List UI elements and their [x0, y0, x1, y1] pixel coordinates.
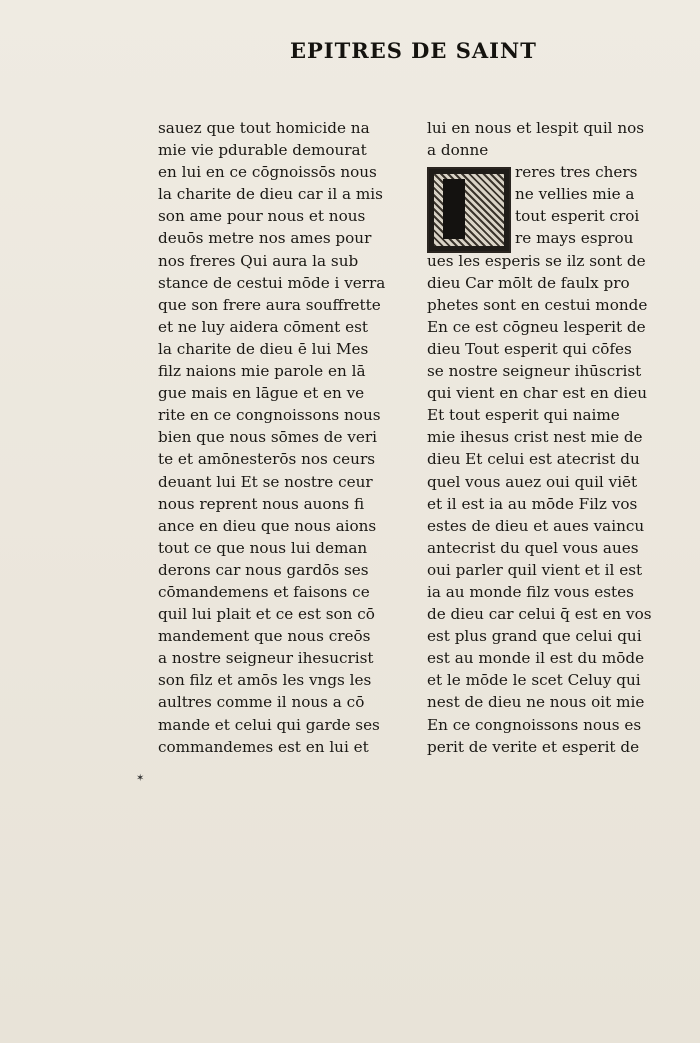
text-line: a donne: [427, 141, 489, 160]
text-line: ne vellies mie a: [515, 185, 635, 204]
text-line: ues les esperis se ilz sont de: [427, 251, 646, 270]
text-line: estes de dieu et aues vaincu: [427, 516, 645, 535]
text-line: la charite de dieu ē lui Mes: [158, 339, 369, 358]
text-line: son ame pour nous et nous: [158, 207, 366, 226]
text-line: aultres comme il nous a cō: [158, 693, 365, 712]
text-line: stance de cestui mōde i verra: [158, 273, 386, 292]
text-line: commandemes est en lui et: [158, 737, 369, 756]
right-text-column: [427, 117, 655, 758]
text-line: lui en nous et lespit quil nos: [427, 119, 645, 137]
text-line: que son frere aura souffrette: [158, 295, 381, 314]
text-line: tout ce que nous lui deman: [158, 538, 368, 557]
text-line: deuōs metre nos ames pour: [158, 229, 372, 248]
text-line: ance en dieu que nous aions: [158, 516, 377, 535]
text-line: nous reprent nous auons fi: [158, 494, 365, 513]
text-line: et il est ia au mōde Filz vos: [427, 494, 638, 513]
text-line: mie vie pdurable demourat: [158, 141, 367, 160]
text-line: En ce est cōgneu lesperit de: [427, 317, 646, 336]
text-line: et le mōde le scet Celuy qui: [427, 671, 641, 690]
text-line: nest de dieu ne nous oit mie: [427, 693, 645, 712]
text-line: et ne luy aidera cōment est: [158, 317, 368, 336]
text-line: nos freres Qui aura la sub: [158, 251, 359, 270]
text-line: filz naions mie parole en lā: [158, 362, 366, 381]
text-line: tout esperit croi: [515, 207, 640, 226]
text-line: cōmandemens et faisons ce: [158, 582, 370, 601]
text-line: rite en ce congnoissons nous: [158, 406, 381, 425]
text-line: reres tres chers: [515, 163, 638, 182]
text-line: est au monde il est du mōde: [427, 649, 645, 668]
text-line: son filz et amōs les vngs les: [158, 671, 372, 690]
text-line: la charite de dieu car il a mis: [158, 185, 383, 204]
text-line: perit de verite et esperit de: [427, 737, 640, 756]
text-line: deuant lui Et se nostre ceur: [158, 472, 373, 491]
text-line: quel vous auez oui quil viēt: [427, 472, 638, 491]
text-line: re mays esprou: [515, 229, 634, 248]
text-line: se nostre seigneur ihūscrist: [427, 362, 642, 381]
text-line: dieu Et celui est atecrist du: [427, 450, 640, 469]
text-line: derons car nous gardōs ses: [158, 560, 369, 579]
text-line: gue mais en lāgue et en ve: [158, 384, 365, 403]
left-text-column: [158, 117, 394, 758]
text-line: qui vient en char est en dieu: [427, 384, 648, 403]
text-line: ia au monde filz vous estes: [427, 582, 634, 601]
text-line: phetes sont en cestui monde: [427, 295, 648, 314]
text-line: dieu Tout esperit qui cōfes: [427, 339, 632, 358]
text-line: est plus grand que celui qui: [427, 627, 642, 646]
text-line: sauez que tout homicide na: [158, 119, 370, 137]
text-line: mandement que nous creōs: [158, 627, 371, 646]
text-line: oui parler quil vient et il est: [427, 560, 643, 579]
text-line: mie ihesus crist nest mie de: [427, 428, 643, 447]
text-line: en lui en ce cōgnoissōs nous: [158, 163, 377, 182]
running-head: EPITRES DE SAINT: [290, 38, 537, 63]
text-line: En ce congnoissons nous es: [427, 715, 642, 734]
text-line: Et tout esperit qui naime: [427, 406, 620, 425]
text-line: mande et celui qui garde ses: [158, 715, 380, 734]
text-line: bien que nous sōmes de veri: [158, 428, 377, 447]
text-line: quil lui plait et ce est son cō: [158, 605, 375, 624]
text-line: de dieu car celui q̄ est en vos: [427, 605, 652, 624]
text-line: dieu Car mōlt de faulx pro: [427, 273, 630, 292]
text-line: a nostre seigneur ihesucrist: [158, 649, 374, 668]
text-line: antecrist du quel vous aues: [427, 538, 639, 557]
printer-mark-icon: ✶: [136, 773, 145, 784]
text-line: te et amōnesterōs nos ceurs: [158, 450, 375, 469]
